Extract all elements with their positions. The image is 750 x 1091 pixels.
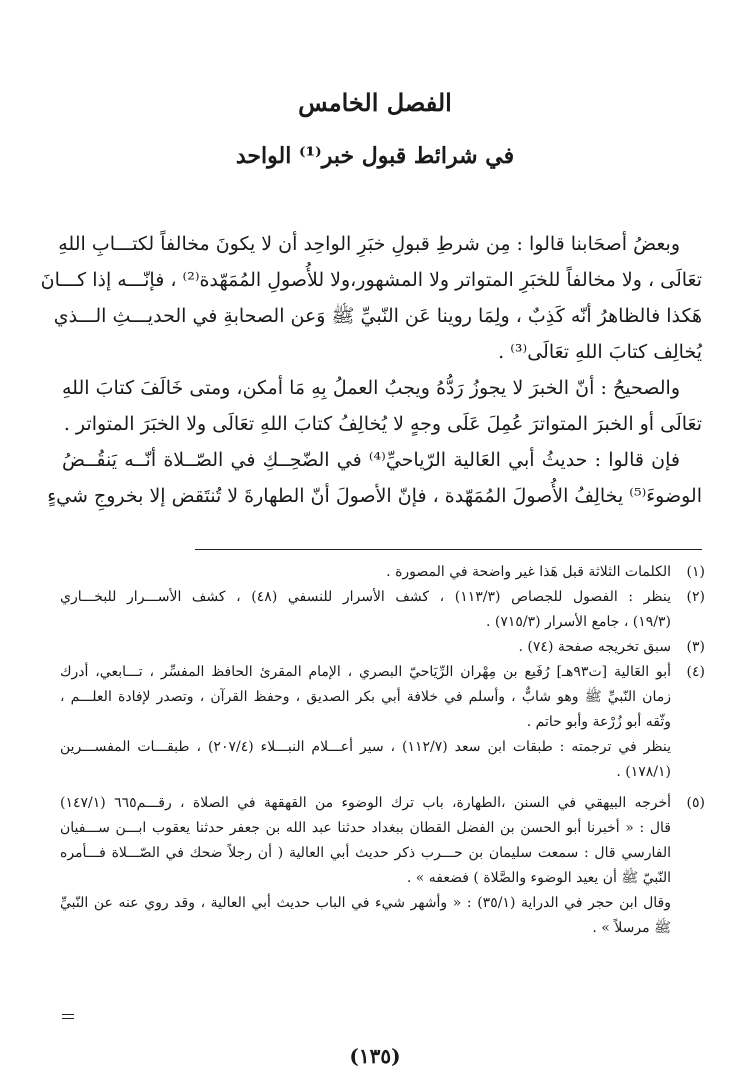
- footnote-3: [60, 635, 705, 660]
- footnote-number: (٥): [686, 795, 705, 811]
- footnote-line: سبق تخريجه صفحة (٧٤) .: [518, 639, 671, 655]
- body-line: الوضوءَ⁽⁵⁾ يخالِفُ الأُصولَ المُمَهّدة ، فإنّ الأصولَ أنّ الطهارةَ لا تُنتَقض إلا بخروجِ شيءٍ: [47, 485, 702, 507]
- body-line: تعَالَى ، ولا مخالفاً للخبَرِ المتواتر ولا المشهور،ولا للأُصولِ المُمَهّدة⁽²⁾ ، فإنّـــه إذا كـــانَ: [40, 269, 702, 291]
- body-line: هَكذا فالظاهرُ أنّه كَذِبٌ ، ولِمَا روينا عَن النّبيِّ ﷺ وَعن الصحابةِ في الحديـــثِ الـــذي: [53, 305, 702, 327]
- footnote-line: وقال ابن حجر في الدراية (٣٥/١) : « وأشهر شيء في الباب حديث أبي العالية ، وقد روي عنه عن النّبيِّ: [60, 895, 671, 911]
- footnote-4: [60, 660, 705, 735]
- footnote-line: ينظر : الفصول للجصاص (١١٣/٣) ، كشف الأسرار للنسفي (٤٨) ، كشف الأســـرار للبخـــاري: [60, 589, 671, 605]
- footnote-line: الكلمات الثلاثة قبل هَذا غير واضحة في المصورة .: [386, 564, 671, 580]
- footnotes: [60, 560, 705, 941]
- footnote-line: أخرجه البيهقي في السنن ،الطهارة، باب ترك الوضوء من القهقهة في الصلاة ، رقـــم٦٦٥ (١٤٧/١): [60, 795, 671, 811]
- footnote-line: (١٧٨/١) .: [616, 764, 671, 780]
- footnote-line: زمان النّبيِّ ﷺ وهو شابٌّ ، وأسلم في خلافة أبي بكر الصديق ، وحفظ القرآن ، وتصدر لإفادة العلـــم ،: [60, 689, 671, 705]
- footnote-line: ﷺ مرسلاً » .: [592, 920, 671, 936]
- footnote-line: الفارسي قال : سمعت سليمان بن حـــرب ذكر حديث أبي العالية ( أن رجلاً ضحك في الصّـــلاة فـــأمره: [60, 845, 671, 861]
- footnote-5: [60, 791, 705, 891]
- footnote-5-references: [60, 891, 705, 941]
- footnote-line: أبو العَالية [ت٩٣هـ] رُفَيع بن مِهْران الرِّيَاحيّ البصري ، الإمام المقرئ الحافظ المفسِّر ، تـــابعي، أدرك: [60, 664, 672, 680]
- body-text: [40, 226, 702, 514]
- footnote-2: [60, 585, 705, 635]
- body-line: وبعضُ أصحَابنا قالوا : مِن شرطِ قبولِ خبَرِ الواحِد أن لا يكونَ مخالفاً لكتـــابِ اللهِ: [58, 233, 680, 255]
- body-line: تعَالَى أو الخبرَ المتواترَ عُمِلَ عَلَى وجهٍ لا يُخالِفُ كتابَ اللهِ تعَالَى ولا الخبَرَ المتواتر .: [63, 413, 702, 435]
- footnote-number: (١): [686, 564, 705, 580]
- footnote-line: وثّقه أبو زُرْعة وأبو حاتم .: [526, 714, 671, 730]
- footnote-number: (٣): [686, 639, 705, 655]
- footnote-separator: [195, 549, 702, 550]
- footnote-1: [60, 560, 705, 585]
- chapter-title: الفصل الخامس: [298, 88, 452, 117]
- continuation-mark: [62, 1014, 74, 1019]
- footnote-line: ينظر في ترجمته : طبقات ابن سعد (١١٢/٧) ، سير أعـــلام النبـــلاء (٢٠٧/٤) ، طبقـــات المفســـرين: [60, 739, 671, 755]
- body-line: والصحيحُ : أنّ الخبرَ لا يجوزُ رَدُّهُ ويجبُ العملُ بِهِ مَا أمكن، ومتى خَالَفَ كتابَ اللهِ: [62, 377, 680, 399]
- body-line: فإن قالوا : حديثُ أبي العَالية الرّياحيِّ⁽⁴⁾ في الضّحِــكِ في الصّــلاة أنّــه يَنقُــضُ: [62, 449, 680, 471]
- footnote-4-references: [60, 735, 705, 785]
- footnote-number: (٤): [686, 664, 705, 680]
- footnote-line: (١٩/٣) ، جامع الأسرار (٧١٥/٣) .: [485, 614, 671, 630]
- footnote-line: النّبيّ ﷺ أن يعيد الوضوء والصَّلاة ) فضعفه » .: [406, 870, 671, 886]
- footnote-line: قال : « أخبرنا أبو الحسن بن الفضل القطان ببغداد حدثنا عبد الله بن جعفر حدثنا يعقوب ابـــن ســـفيان: [60, 820, 671, 836]
- body-line: يُخالِف كتابَ اللهِ تعَالَى⁽³⁾ .: [498, 341, 702, 363]
- chapter-subtitle: في شرائط قبول خبر⁽¹⁾ الواحد: [235, 143, 515, 169]
- page-number: (١٣٥): [349, 1044, 401, 1068]
- footnote-number: (٢): [686, 589, 705, 605]
